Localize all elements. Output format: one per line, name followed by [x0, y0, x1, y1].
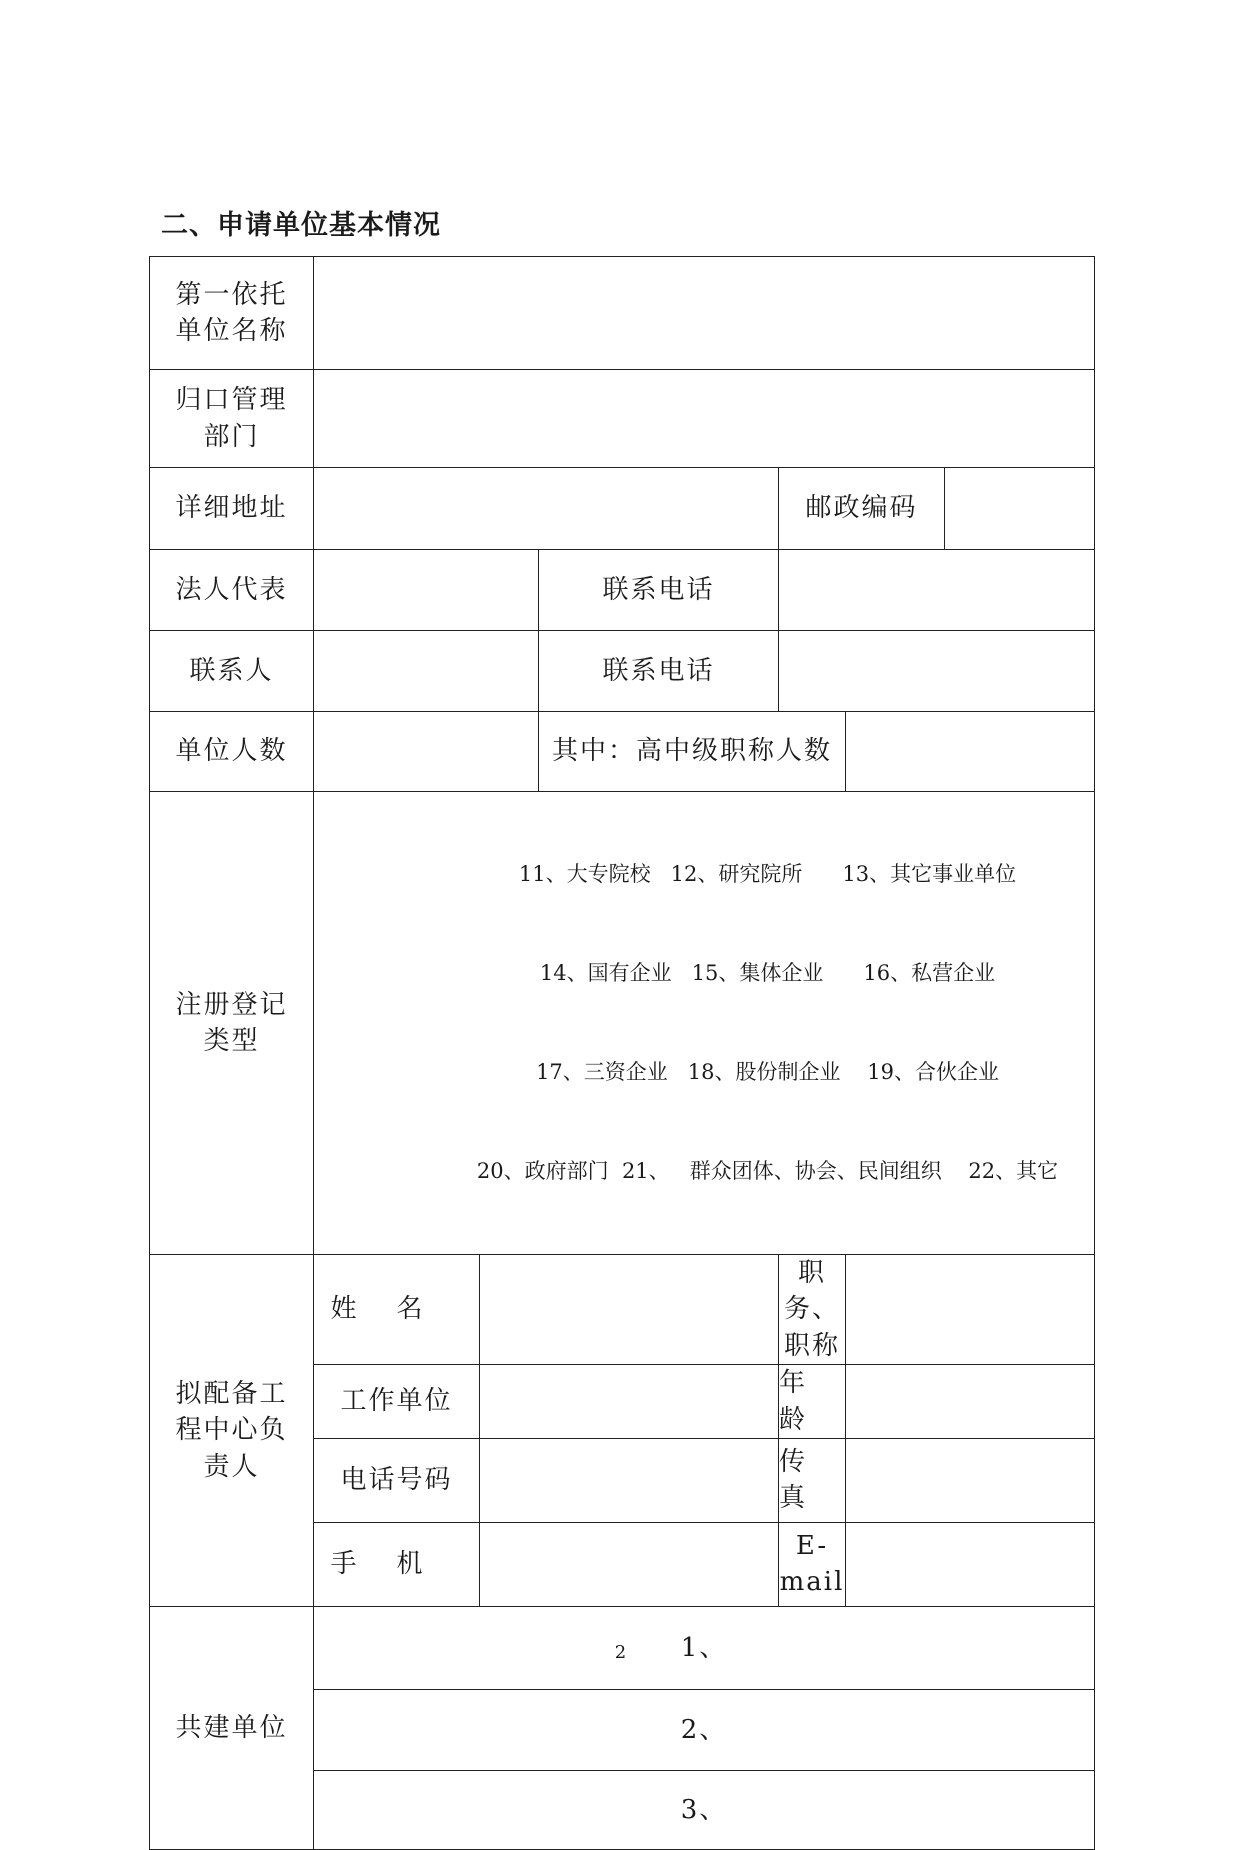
- input-address[interactable]: [314, 468, 779, 550]
- input-work-unit[interactable]: [480, 1365, 779, 1439]
- label-title: 职务、职称: [779, 1255, 846, 1365]
- co-unit-2[interactable]: 2、: [314, 1689, 1095, 1770]
- input-staff[interactable]: [314, 712, 539, 792]
- label-senior-staff: 其中：高中级职称人数: [539, 712, 846, 792]
- application-form-table: [149, 256, 1095, 1850]
- input-legal-rep[interactable]: [314, 550, 539, 631]
- input-tel[interactable]: [480, 1438, 779, 1522]
- reg-option-line: 20、政府部门 21、 群众团体、协会、民间组织 22、其它: [476, 1159, 1059, 1183]
- input-senior-staff[interactable]: [846, 712, 1095, 792]
- label-phone-1: 联系电话: [539, 550, 779, 631]
- input-phone-1[interactable]: [779, 550, 1095, 631]
- label-age: 年龄: [779, 1365, 846, 1439]
- label-phone-2: 联系电话: [539, 631, 779, 712]
- input-contact[interactable]: [314, 631, 539, 712]
- label-contact: 联系人: [150, 631, 314, 712]
- label-postcode: 邮政编码: [779, 468, 945, 550]
- label-dept: 归口管理 部门: [150, 370, 314, 468]
- label-staff: 单位人数: [150, 712, 314, 792]
- label-mobile: 手机: [314, 1522, 480, 1606]
- input-fax[interactable]: [846, 1438, 1095, 1522]
- label-fax: 传真: [779, 1438, 846, 1522]
- label-first-unit: 第一依托 单位名称: [150, 257, 314, 370]
- label-legal-rep: 法人代表: [150, 550, 314, 631]
- input-dept[interactable]: [314, 370, 1095, 468]
- label-email: E-mail: [779, 1522, 846, 1606]
- label-tel: 电话号码: [314, 1438, 480, 1522]
- label-reg-type: 注册登记 类型: [150, 792, 314, 1255]
- input-postcode[interactable]: [945, 468, 1095, 550]
- reg-option-line: 14、国有企业 15、集体企业 16、私营企业: [539, 961, 996, 985]
- input-age[interactable]: [846, 1365, 1095, 1439]
- label-work-unit: 工作单位: [314, 1365, 480, 1439]
- input-name[interactable]: [480, 1255, 779, 1365]
- label-address: 详细地址: [150, 468, 314, 550]
- input-mobile[interactable]: [480, 1522, 779, 1606]
- reg-option-line: 17、三资企业 18、股份制企业 19、合伙企业: [536, 1060, 999, 1084]
- input-phone-2[interactable]: [779, 631, 1095, 712]
- reg-option-line: 11、大专院校 12、研究院所 13、其它事业单位: [518, 862, 1017, 886]
- input-title[interactable]: [846, 1255, 1095, 1365]
- input-first-unit[interactable]: [314, 257, 1095, 370]
- co-unit-1[interactable]: 1、: [314, 1606, 1095, 1689]
- section-heading: 二、申请单位基本情况: [161, 210, 441, 241]
- page-number: 2: [614, 1642, 627, 1663]
- input-email[interactable]: [846, 1522, 1095, 1606]
- label-leader: 拟配备工 程中心负 责人: [150, 1255, 314, 1607]
- co-unit-3[interactable]: 3、: [314, 1770, 1095, 1849]
- label-name: 姓名: [314, 1255, 480, 1365]
- label-co-units: 共建单位: [150, 1606, 314, 1849]
- reg-type-options[interactable]: [314, 792, 1095, 1255]
